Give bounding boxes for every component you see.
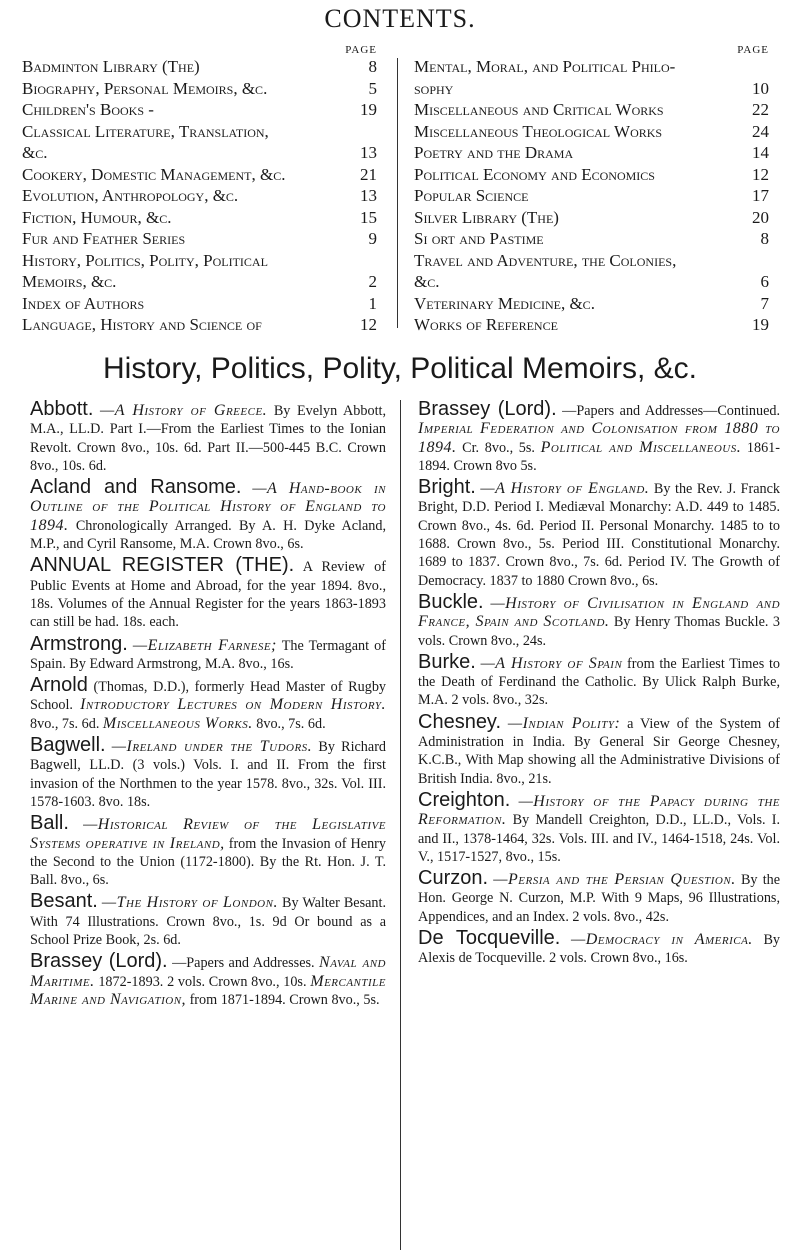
entry-author: Brassey (Lord). [418, 398, 557, 420]
toc-entry-continued [22, 271, 377, 293]
entry-detail: By Evelyn Abbott, M.A., LL.D. [30, 403, 387, 438]
entry-title: —Democracy in America. [571, 931, 753, 949]
toc-entry-page: 20 [752, 207, 769, 227]
toc-entry-page: 19 [752, 315, 769, 334]
toc-entry-title: Language, History and Science of [22, 315, 262, 334]
entry-title: Mercantile Marine and Navigation, [30, 972, 387, 1008]
entry-detail: Period I. Mediæval Monarchy: A.D. 449 to 1485. Crown 8vo., 4s. 6d. [418, 499, 781, 534]
toc-entry-continued [414, 78, 769, 100]
entry-author: Burke. [418, 650, 476, 673]
entry-text [30, 952, 386, 1009]
toc-entry [414, 164, 769, 186]
toc-entry-continued [22, 142, 377, 164]
book-entry [418, 590, 781, 650]
book-entry [418, 869, 780, 926]
entry-text [418, 590, 781, 650]
book-entry [30, 478, 386, 553]
entry-author: ANNUAL REGISTER (THE). [30, 554, 295, 577]
toc-entry-title: Miscellaneous and Critical Works [414, 100, 664, 119]
toc-entry [414, 99, 769, 121]
entry-text [418, 400, 780, 475]
toc-entry [22, 185, 377, 207]
entry-title: —History of Civilisation in England and France, Spain and Scotland. [418, 594, 781, 631]
book-entry [418, 788, 781, 866]
entry-detail: Cr. 8vo., 5s. [462, 439, 535, 456]
toc-entry [414, 121, 769, 143]
toc-entry [22, 121, 377, 143]
page-title: CONTENTS. [324, 4, 476, 33]
toc-entry [22, 207, 377, 229]
toc-entry-page: 8 [760, 229, 769, 248]
toc-entry-title: Miscellaneous Theological Works [414, 121, 663, 141]
entry-detail: 8vo., 7s. 6d. [256, 715, 326, 732]
entry-text [418, 710, 781, 788]
book-entry [30, 814, 386, 889]
toc-entry-page: 14 [752, 143, 769, 162]
toc-entry-page: 13 [360, 186, 377, 205]
toc-entry-title: Veterinary Medicine, &c. [414, 293, 595, 313]
entry-detail: —Papers and Addresses—Continued. [562, 403, 781, 419]
entry-detail: By Richard Bagwell, LL.D. (3 vols.) Vols. I. and II. From the first invasion of the Northmen to the year 1578. 8vo., 32s. Vol. III. 1578-1603. 8vo. 18s. [30, 739, 387, 810]
toc-entry [22, 164, 377, 186]
entry-title: —The History of London. [101, 894, 278, 912]
book-entry [30, 676, 386, 733]
entry-author: Chesney. [418, 710, 502, 733]
toc-entry-page: 7 [760, 293, 769, 313]
toc-entry-page: 22 [752, 100, 769, 119]
toc-entry-page: 8 [368, 57, 377, 76]
toc-entry [22, 99, 377, 121]
book-entry [418, 400, 780, 475]
entry-text [418, 478, 780, 590]
entry-title: Political and Miscellaneous. [540, 438, 742, 456]
entry-detail: (Thomas, D.D.), formerly Head Master of Rugby School. [30, 679, 387, 714]
toc-entry-title: Classical Literature, Translation, [22, 121, 269, 141]
entry-title: —Persia and the Persian Question. [493, 871, 736, 889]
entry-title: —A History of Spain [480, 654, 623, 672]
toc-entry-page: 5 [368, 78, 377, 98]
entry-text [30, 736, 386, 811]
entry-text [30, 892, 386, 949]
contents-left-column [22, 44, 377, 336]
entry-author: Buckle. [418, 590, 484, 613]
book-entry [30, 632, 386, 674]
entry-title: —A Hand-book in Outline of the Political History of England to 1894. [30, 480, 386, 534]
book-entry [418, 650, 781, 710]
entry-detail: By the Hon. George N. Curzon, M.P. With 9 Maps, 96 Illustrations, Appendices, and an Index. 2 vols. 8vo., 42s. [418, 872, 781, 925]
book-entry [418, 478, 780, 590]
entry-detail: Period III. Constitutional Monarchy. 1689 to 1837. Crown 8vo., 7s. 6d. [418, 536, 780, 571]
entry-detail: Period IV. The Growth of Democracy. 1837 to 1880 Crown 8vo., 6s. [418, 554, 780, 589]
entry-detail: By the Rev. J. Franck Bright, D.D. [418, 481, 781, 516]
toc-entry-title: Mental, Moral, and Political Philo- [414, 57, 676, 76]
toc-entry-title: Evolution, Anthropology, &c. [22, 186, 239, 205]
entry-author: Ball. [30, 812, 69, 835]
toc-entry-title: Memoirs, &c. [22, 272, 117, 291]
entry-title: Naval and Maritime. [30, 954, 387, 990]
toc-entry [22, 293, 377, 315]
entry-text [30, 556, 386, 631]
toc-entry-title: Works of Reference [414, 315, 558, 334]
entry-title: Miscellaneous Works. [102, 714, 253, 732]
entry-text [418, 650, 781, 710]
entry-text [30, 400, 386, 475]
entry-text [418, 929, 780, 968]
toc-entry-page: 17 [752, 186, 769, 205]
toc-entry-page: 1 [368, 293, 377, 313]
page-column-label: PAGE [737, 44, 769, 56]
entry-detail: A Review of Public Events at Home and Abroad, for the year 1894. 8vo., 18s. [30, 559, 387, 612]
entry-text [30, 478, 386, 553]
toc-entry [414, 314, 769, 336]
toc-entry-title: Poetry and the Drama [414, 143, 574, 162]
contents-divider [397, 58, 398, 328]
entry-title: —A History of England. [480, 480, 650, 498]
entries-left-column [30, 400, 386, 1012]
toc-entry [22, 78, 377, 100]
entry-text [30, 676, 386, 733]
entries-right-column [418, 400, 780, 971]
toc-entry-page: 21 [360, 164, 377, 184]
toc-entry-title: Index of Authors [22, 293, 145, 313]
entry-detail: 8vo., 7s. 6d. [30, 715, 100, 732]
entry-author: Curzon. [418, 867, 489, 890]
toc-entry-title: Political Economy and Economics [414, 164, 655, 184]
book-entry [30, 952, 386, 1009]
toc-entry-page: 2 [368, 272, 377, 291]
entry-detail: 1872-1893. 2 vols. Crown 8vo., 10s. [98, 973, 307, 990]
entry-title: Imperial Federation and Colonisation from 1880 to 1894. [418, 420, 780, 456]
entry-detail: Volumes of the Annual Register for the years 1863-1893 can still be had. 18s. each. [30, 595, 386, 631]
toc-entry-title: sophy [414, 78, 454, 98]
entry-detail: 1861-1894. Crown 8vo 5s. [418, 439, 780, 474]
toc-entry [414, 293, 769, 315]
entry-detail: from the Invasion of Henry the Second to the Union (1172-1800). By the Rt. Hon. J. T. Ball. 8vo., 6s. [30, 835, 387, 889]
entry-title: Introductory Lectures on Modern History. [80, 696, 386, 714]
entry-detail: —Papers and Addresses. [172, 955, 315, 972]
entry-detail: Part II.—500-445 B.C. Crown 8vo., 10s. 6d. [30, 439, 387, 474]
entry-detail: By Mandell Creighton, D.D., LL.D., Vols. I. and II., 1378-1464, 32s. Vols. III. and IV., 1464-1518, 24s. Vol. V., 1517-1527, 8vo., 15s. [418, 812, 781, 865]
book-entry [30, 400, 386, 475]
contents-right-column [414, 44, 769, 336]
entry-detail: By Walter Besant. With 74 Illustrations. Crown 8vo., 1s. 9d Or bound as a School Prize Book, 2s. 6d. [30, 895, 387, 949]
entry-author: De Tocqueville. [418, 927, 561, 950]
entry-title: —Indian Polity: [507, 714, 621, 732]
toc-entry-title: Biography, Personal Memoirs, &c. [22, 78, 268, 98]
toc-entry [22, 314, 377, 336]
toc-entry-title: Popular Science [414, 186, 529, 205]
entry-author: Creighton. [418, 788, 511, 811]
toc-entry [414, 228, 769, 250]
entry-detail: The Termagant of Spain. By Edward Armstrong, M.A. 8vo., 16s. [30, 637, 386, 672]
book-entry [30, 736, 386, 811]
toc-entry-page: 24 [752, 121, 769, 141]
entry-detail: By Alexis de Tocqueville. 2 vols. Crown 8vo., 16s. [418, 932, 781, 967]
toc-entry [414, 185, 769, 207]
toc-entry-page: 12 [752, 164, 769, 184]
toc-entry [414, 56, 769, 78]
toc-entry-title: Badminton Library (The) [22, 57, 200, 76]
book-entry [418, 929, 780, 968]
toc-entry [22, 250, 377, 272]
toc-entry [414, 250, 769, 272]
entry-detail: By Henry Thomas Buckle. 3 vols. Crown 8vo., 24s. [418, 614, 780, 649]
toc-entry-title: Children's Books - [22, 100, 154, 119]
toc-entry-page: 19 [360, 100, 377, 119]
entry-detail: Period II. Personal Monarchy. 1485 to to 1688. Crown 8vo., 5s. [418, 517, 780, 553]
page-column-label: PAGE [345, 44, 377, 56]
book-entry [418, 710, 781, 788]
entry-title: —Ireland under the Tudors. [111, 738, 313, 756]
entry-detail: Chronologically Arranged. By A. H. Dyke Acland, M.P., and Cyril Ransome, M.A. Crown 8vo., 6s. [30, 517, 386, 553]
book-entry [30, 556, 386, 631]
toc-entry-title: Cookery, Domestic Management, &c. [22, 164, 286, 184]
entry-text [418, 869, 780, 926]
entry-author: Bright. [418, 476, 476, 499]
toc-entry-page: 10 [752, 78, 769, 98]
entry-detail: from 1871-1894. Crown 8vo., 5s. [189, 991, 380, 1008]
entry-title: —Historical Review of the Legislative Systems operative in Ireland, [30, 816, 387, 852]
entry-text [30, 814, 386, 889]
toc-entry-title: Si ort and Pastime [414, 229, 544, 248]
toc-entry-page: 6 [760, 272, 769, 291]
toc-entry-title: Fiction, Humour, &c. [22, 207, 172, 227]
toc-entry-page: 12 [360, 315, 377, 334]
entry-title: —A History of Greece. [100, 402, 268, 419]
toc-entry [22, 56, 377, 78]
toc-entry-page: 13 [360, 143, 377, 162]
section-heading: History, Politics, Polity, Political Memoirs, &c. [102, 352, 697, 385]
toc-entry-continued [414, 271, 769, 293]
entry-author: Arnold [30, 674, 88, 697]
entry-author: Bagwell. [30, 734, 106, 757]
toc-entry-title: &c. [22, 143, 48, 162]
entry-author: Brassey (Lord). [30, 950, 168, 973]
entry-text [30, 632, 386, 674]
toc-entry-title: Fur and Feather Series [22, 229, 186, 248]
entry-text [418, 788, 781, 866]
toc-entry-title: Travel and Adventure, the Colonies, [414, 250, 677, 270]
toc-entry [414, 207, 769, 229]
toc-entry-page: 9 [368, 229, 377, 248]
entry-detail: Part I.—From the Earliest Times to the Ionian Revolt. Crown 8vo., 10s. 6d. [30, 421, 387, 456]
entry-author: Besant. [30, 890, 98, 913]
entry-title: —Elizabeth Farnese; [132, 636, 277, 654]
column-divider [400, 400, 401, 1250]
entry-detail: a View of the System of Administration in India. By General Sir George Chesney, K.C.B., With Map showing all the Administrative Divisions of British India. 8vo., 21s. [418, 715, 781, 787]
toc-entry-title: &c. [414, 272, 440, 291]
entry-author: Abbott. [30, 398, 94, 420]
entry-author: Armstrong. [30, 632, 128, 655]
entry-author: Acland and Ransome. [30, 476, 242, 499]
entry-detail: from the Earliest Times to the Death of Ferdinand the Catholic. By Ulick Ralph Burke, M.A. 2 vols. 8vo., 32s. [418, 655, 781, 709]
toc-entry [22, 228, 377, 250]
toc-entry-title: Silver Library (The) [414, 207, 559, 227]
book-entry [30, 892, 386, 949]
toc-entry-title: History, Politics, Polity, Political [22, 250, 268, 270]
toc-entry [414, 142, 769, 164]
entry-title: —History of the Papacy during the Reformation. [418, 792, 780, 829]
toc-entry-page: 15 [360, 207, 377, 227]
